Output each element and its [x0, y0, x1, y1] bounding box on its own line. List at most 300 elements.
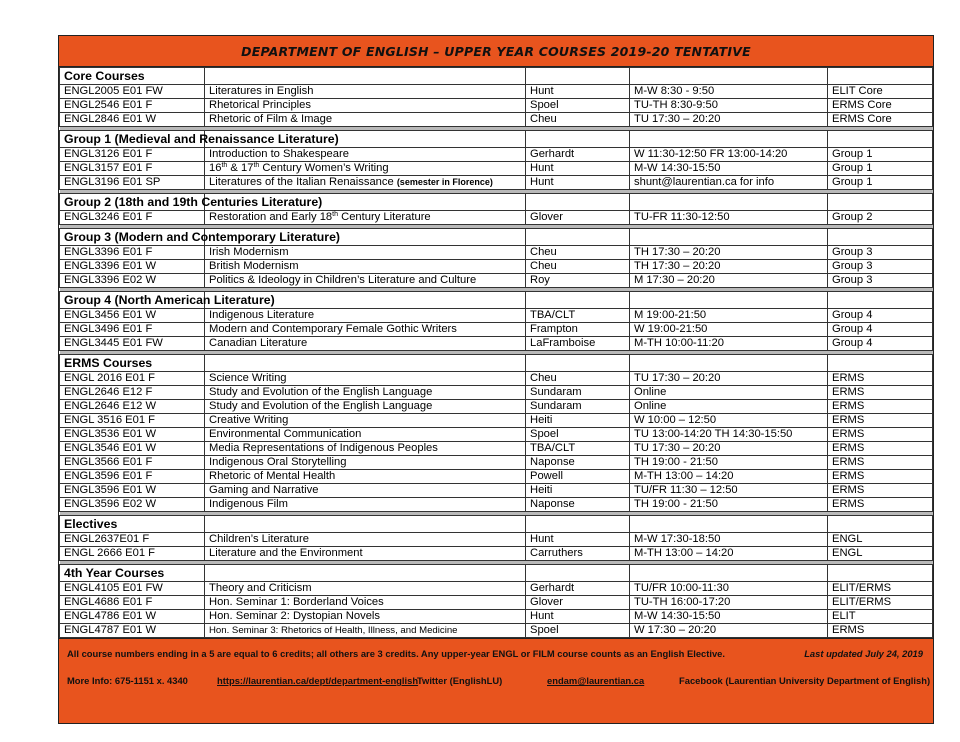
schedule-cell — [630, 498, 828, 512]
course-code: ENGL3496 E01 F — [64, 323, 153, 335]
course-title: Study and Evolution of the English Language — [209, 386, 433, 398]
course-title: Hon. Seminar 2: Dystopian Novels — [209, 610, 380, 622]
course-code-cell — [60, 309, 205, 323]
schedule-cell — [630, 176, 828, 190]
schedule: M-TH 10:00-11:20 — [634, 337, 724, 349]
course-title-cell — [205, 470, 526, 484]
category: ERMS — [832, 428, 865, 440]
empty-cell — [828, 565, 933, 582]
instructor: Spoel — [530, 428, 559, 440]
table-row — [60, 274, 933, 288]
table-row — [60, 533, 933, 547]
table-row — [60, 414, 933, 428]
course-title-cell — [205, 260, 526, 274]
course-code: ENGL4686 E01 F — [64, 596, 153, 608]
instructor: Glover — [530, 211, 563, 223]
category: ERMS Core — [832, 99, 892, 111]
course-title: Literatures in English — [209, 85, 314, 97]
course-code-cell — [60, 428, 205, 442]
table-row — [60, 85, 933, 99]
course-code: ENGL3445 E01 FW — [64, 337, 163, 349]
instructor-cell — [526, 162, 630, 176]
schedule: shunt@laurentian.ca for info — [634, 176, 775, 188]
schedule: TU 17:30 – 20:20 — [634, 113, 721, 125]
schedule: W 17:30 – 20:20 — [634, 624, 717, 636]
schedule-cell — [630, 372, 828, 386]
instructor: Sundaram — [530, 400, 582, 412]
category-cell — [828, 85, 933, 99]
course-title: Literature and the Environment — [209, 547, 363, 559]
category: Group 3 — [832, 260, 873, 272]
schedule: M-TH 13:00 – 14:20 — [634, 547, 734, 559]
course-title: Indigenous Film — [209, 498, 288, 510]
course-title: Irish Modernism — [209, 246, 289, 258]
category-cell — [828, 428, 933, 442]
last-updated: Last updated July 24, 2019 — [804, 648, 923, 659]
instructor-cell — [526, 337, 630, 351]
schedule: TU-TH 8:30-9:50 — [634, 99, 718, 111]
category: ENGL — [832, 547, 863, 559]
course-code: ENGL 2016 E01 F — [64, 372, 156, 384]
course-code-cell — [60, 337, 205, 351]
schedule: M-W 14:30-15:50 — [634, 610, 721, 622]
category-cell — [828, 113, 933, 127]
schedule-cell — [630, 400, 828, 414]
category: ERMS — [832, 442, 865, 454]
section-header — [60, 194, 933, 211]
schedule: TU/FR 11:30 – 12:50 — [634, 484, 738, 496]
section-heading: 4th Year Courses — [60, 565, 205, 582]
course-code: ENGL3396 E02 W — [64, 274, 157, 286]
course-code-cell — [60, 246, 205, 260]
schedule: TU 17:30 – 20:20 — [634, 372, 721, 384]
department-link[interactable]: https://laurentian.ca/dept/department-english — [217, 675, 419, 686]
table-row — [60, 372, 933, 386]
schedule: M-TH 13:00 – 14:20 — [634, 470, 734, 482]
course-title: Children’s Literature — [209, 533, 309, 545]
instructor-cell — [526, 211, 630, 225]
empty-cell — [526, 229, 630, 246]
category: Group 4 — [832, 309, 873, 321]
instructor: Heiti — [530, 484, 553, 496]
course-code: ENGL2646 E12 W — [64, 400, 157, 412]
instructor: Glover — [530, 596, 563, 608]
course-title-cell — [205, 113, 526, 127]
course-title: Modern and Contemporary Female Gothic Writers — [209, 323, 457, 335]
empty-cell — [630, 355, 828, 372]
instructor-cell — [526, 470, 630, 484]
schedule-cell — [630, 596, 828, 610]
category-cell — [828, 372, 933, 386]
course-title-cell — [205, 323, 526, 337]
category: ERMS — [832, 498, 865, 510]
category-cell — [828, 498, 933, 512]
instructor: Cheu — [530, 372, 557, 384]
empty-cell — [630, 516, 828, 533]
section-header — [60, 131, 933, 148]
course-title: Environmental Communication — [209, 428, 362, 440]
instructor: Spoel — [530, 99, 559, 111]
empty-cell — [526, 355, 630, 372]
section-heading: Group 1 (Medieval and Renaissance Literature) — [60, 131, 205, 148]
course-title-cell — [205, 533, 526, 547]
table-row — [60, 162, 933, 176]
course-code-cell — [60, 442, 205, 456]
table-row — [60, 428, 933, 442]
course-code-cell — [60, 456, 205, 470]
instructor-cell — [526, 610, 630, 624]
table-row — [60, 456, 933, 470]
course-title-cell — [205, 414, 526, 428]
instructor-cell — [526, 260, 630, 274]
course-title-cell — [205, 498, 526, 512]
schedule-cell — [630, 211, 828, 225]
schedule-cell — [630, 624, 828, 638]
category: Group 1 — [832, 162, 873, 174]
schedule-cell — [630, 484, 828, 498]
facebook-text: Facebook (Laurentian University Department of English) — [679, 675, 931, 686]
schedule: TH 17:30 – 20:20 — [634, 246, 721, 258]
empty-cell — [828, 516, 933, 533]
footer — [59, 638, 933, 723]
empty-cell — [828, 194, 933, 211]
course-code: ENGL3596 E01 W — [64, 484, 157, 496]
instructor: LaFramboise — [530, 337, 596, 349]
schedule-cell — [630, 148, 828, 162]
course-title-cell — [205, 582, 526, 596]
category-cell — [828, 400, 933, 414]
course-code: ENGL2637E01 F — [64, 533, 150, 545]
credits-note: All course numbers ending in a 5 are equal to 6 credits; all others are 3 credits. Any upper-year ENGL or FILM course counts as an English Elective. — [67, 648, 726, 659]
schedule-cell — [630, 162, 828, 176]
instructor-cell — [526, 176, 630, 190]
schedule: W 19:00-21:50 — [634, 323, 708, 335]
instructor-cell — [526, 498, 630, 512]
course-title-cell — [205, 99, 526, 113]
table-row — [60, 582, 933, 596]
course-title-cell — [205, 610, 526, 624]
empty-cell — [526, 68, 630, 85]
category: Group 1 — [832, 176, 873, 188]
empty-cell — [630, 565, 828, 582]
category-cell — [828, 442, 933, 456]
empty-cell — [205, 355, 526, 372]
category-cell — [828, 386, 933, 400]
section-header — [60, 355, 933, 372]
category: ERMS Core — [832, 113, 892, 125]
schedule: TU-TH 16:00-17:20 — [634, 596, 731, 608]
course-code: ENGL4787 E01 W — [64, 624, 157, 636]
instructor: Hunt — [530, 85, 554, 97]
category-cell — [828, 99, 933, 113]
instructor-cell — [526, 428, 630, 442]
instructor-cell — [526, 148, 630, 162]
category: Group 3 — [832, 274, 873, 286]
course-title: Literatures of the Italian Renaissance — [209, 176, 394, 188]
section-heading: Group 3 (Modern and Contemporary Literature) — [60, 229, 205, 246]
course-title: Rhetoric of Film & Image — [209, 113, 333, 125]
empty-cell — [828, 355, 933, 372]
table-row — [60, 176, 933, 190]
course-code: ENGL3456 E01 W — [64, 309, 157, 321]
schedule-cell — [630, 547, 828, 561]
instructor: Hunt — [530, 533, 554, 545]
schedule: W 10:00 – 12:50 — [634, 414, 717, 426]
category-cell — [828, 456, 933, 470]
category-cell — [828, 323, 933, 337]
instructor: Powell — [530, 470, 563, 482]
empty-cell — [205, 516, 526, 533]
schedule-cell — [630, 337, 828, 351]
schedule-cell — [630, 274, 828, 288]
course-code: ENGL2005 E01 FW — [64, 85, 163, 97]
email-link[interactable]: endam@laurentian.ca — [547, 675, 645, 686]
instructor-cell — [526, 547, 630, 561]
instructor-cell — [526, 246, 630, 260]
schedule: TH 19:00 - 21:50 — [634, 498, 718, 510]
category: ERMS — [832, 470, 865, 482]
instructor: Heiti — [530, 414, 553, 426]
course-code-cell — [60, 610, 205, 624]
instructor: TBA/CLT — [530, 309, 576, 321]
empty-cell — [630, 131, 828, 148]
course-title-cell — [205, 624, 526, 638]
course-code-cell — [60, 400, 205, 414]
section-header — [60, 229, 933, 246]
category-cell — [828, 246, 933, 260]
course-title-cell — [205, 85, 526, 99]
table-row — [60, 309, 933, 323]
table-row — [60, 610, 933, 624]
table-row — [60, 246, 933, 260]
schedule: TH 19:00 - 21:50 — [634, 456, 718, 468]
table-row — [60, 484, 933, 498]
instructor-cell — [526, 323, 630, 337]
table-row — [60, 470, 933, 484]
instructor: Carruthers — [530, 547, 583, 559]
category-cell — [828, 582, 933, 596]
section-header — [60, 516, 933, 533]
empty-cell — [630, 229, 828, 246]
category: ERMS — [832, 386, 865, 398]
schedule-cell — [630, 533, 828, 547]
instructor-cell — [526, 456, 630, 470]
schedule-cell — [630, 442, 828, 456]
empty-cell — [630, 68, 828, 85]
schedule: Online — [634, 386, 667, 398]
table-row — [60, 113, 933, 127]
course-code-cell — [60, 113, 205, 127]
schedule: M-W 14:30-15:50 — [634, 162, 721, 174]
course-code-cell — [60, 386, 205, 400]
category-cell — [828, 337, 933, 351]
schedule-cell — [630, 246, 828, 260]
schedule-cell — [630, 428, 828, 442]
schedule-cell — [630, 260, 828, 274]
course-title: Creative Writing — [209, 414, 289, 426]
table-row — [60, 386, 933, 400]
schedule: TU 13:00-14:20 TH 14:30-15:50 — [634, 428, 793, 440]
schedule: M-W 17:30-18:50 — [634, 533, 721, 545]
empty-cell — [526, 131, 630, 148]
schedule: Online — [634, 400, 667, 412]
course-code-cell — [60, 162, 205, 176]
table-row — [60, 260, 933, 274]
section-heading: ERMS Courses — [60, 355, 205, 372]
instructor-cell — [526, 484, 630, 498]
instructor: TBA/CLT — [530, 442, 576, 454]
course-code: ENGL3566 E01 F — [64, 456, 153, 468]
table-row — [60, 547, 933, 561]
instructor: Cheu — [530, 113, 557, 125]
course-code-cell — [60, 260, 205, 274]
category-cell — [828, 176, 933, 190]
schedule-cell — [630, 386, 828, 400]
table-row — [60, 323, 933, 337]
empty-cell — [526, 194, 630, 211]
section-header — [60, 292, 933, 309]
empty-cell — [205, 68, 526, 85]
empty-cell — [526, 292, 630, 309]
course-title: Gaming and Narrative — [209, 484, 319, 496]
schedule: M 17:30 – 20:20 — [634, 274, 715, 286]
course-title-cell — [205, 442, 526, 456]
category: ERMS — [832, 400, 865, 412]
schedule-cell — [630, 470, 828, 484]
course-title-cell — [205, 484, 526, 498]
section-heading: Group 2 (18th and 19th Centuries Literature) — [60, 194, 205, 211]
course-title: Science Writing — [209, 372, 287, 384]
course-title: Rhetorical Principles — [209, 99, 311, 111]
course-code: ENGL3596 E02 W — [64, 498, 157, 510]
course-title: Theory and Criticism — [209, 582, 312, 594]
instructor: Hunt — [530, 176, 554, 188]
schedule: M-W 8:30 - 9:50 — [634, 85, 715, 97]
instructor-cell — [526, 533, 630, 547]
instructor-cell — [526, 85, 630, 99]
course-code-cell — [60, 85, 205, 99]
schedule-cell — [630, 309, 828, 323]
category: ERMS — [832, 456, 865, 468]
course-title-cell — [205, 596, 526, 610]
schedule-cell — [630, 610, 828, 624]
schedule-cell — [630, 414, 828, 428]
instructor: Sundaram — [530, 386, 582, 398]
empty-cell — [630, 194, 828, 211]
instructor: Naponse — [530, 498, 575, 510]
schedule: W 11:30-12:50 FR 13:00-14:20 — [634, 148, 788, 160]
category-cell — [828, 547, 933, 561]
instructor-cell — [526, 414, 630, 428]
instructor: Naponse — [530, 456, 575, 468]
course-code: ENGL4786 E01 W — [64, 610, 157, 622]
instructor-cell — [526, 99, 630, 113]
table-row — [60, 148, 933, 162]
course-title: Hon. Seminar 3: Rhetorics of Health, Illness, and Medicine — [209, 625, 458, 636]
table-row — [60, 211, 933, 225]
schedule: TU/FR 10:00-11:30 — [634, 582, 729, 594]
course-code-cell — [60, 484, 205, 498]
course-title: Introduction to Shakespeare — [209, 148, 349, 160]
course-code: ENGL3396 E01 F — [64, 246, 153, 258]
course-code-cell — [60, 274, 205, 288]
instructor: Hunt — [530, 610, 554, 622]
category-cell — [828, 484, 933, 498]
instructor: Gerhardt — [530, 582, 575, 594]
course-code-cell — [60, 470, 205, 484]
category: ERMS — [832, 372, 865, 384]
category: ELIT — [832, 610, 856, 622]
course-title: Study and Evolution of the English Language — [209, 400, 433, 412]
course-title-cell — [205, 309, 526, 323]
schedule: TH 17:30 – 20:20 — [634, 260, 721, 272]
course-code: ENGL3196 E01 SP — [64, 176, 161, 188]
course-title: Hon. Seminar 1: Borderland Voices — [209, 596, 384, 608]
course-title-cell — [205, 176, 526, 190]
table-row — [60, 498, 933, 512]
empty-cell — [526, 516, 630, 533]
empty-cell — [526, 565, 630, 582]
empty-cell — [828, 131, 933, 148]
course-code-cell — [60, 596, 205, 610]
category-cell — [828, 211, 933, 225]
course-code-cell — [60, 414, 205, 428]
category-cell — [828, 162, 933, 176]
instructor-cell — [526, 386, 630, 400]
course-schedule-sheet — [58, 35, 934, 724]
category: Group 1 — [832, 148, 873, 160]
category: Group 2 — [832, 211, 873, 223]
course-title-cell — [205, 162, 526, 176]
instructor: Cheu — [530, 260, 557, 272]
instructor: Hunt — [530, 162, 554, 174]
instructor: Gerhardt — [530, 148, 575, 160]
course-code-cell — [60, 372, 205, 386]
schedule-cell — [630, 113, 828, 127]
instructor-cell — [526, 113, 630, 127]
table-row — [60, 596, 933, 610]
course-code: ENGL 2666 E01 F — [64, 547, 156, 559]
course-title-cell — [205, 372, 526, 386]
instructor-cell — [526, 596, 630, 610]
course-code: ENGL4105 E01 FW — [64, 582, 163, 594]
schedule: TU 17:30 – 20:20 — [634, 442, 721, 454]
section-header — [60, 68, 933, 85]
instructor: Cheu — [530, 246, 557, 258]
table-row — [60, 442, 933, 456]
instructor-cell — [526, 442, 630, 456]
course-title-cell — [205, 337, 526, 351]
schedule-cell — [630, 85, 828, 99]
category: ELIT Core — [832, 85, 883, 97]
category-cell — [828, 309, 933, 323]
course-code: ENGL3536 E01 W — [64, 428, 157, 440]
schedule-cell — [630, 99, 828, 113]
course-title-cell — [205, 456, 526, 470]
course-code: ENGL2846 E01 W — [64, 113, 157, 125]
instructor-cell — [526, 582, 630, 596]
instructor-cell — [526, 372, 630, 386]
course-code: ENGL3546 E01 W — [64, 442, 157, 454]
course-code-cell — [60, 498, 205, 512]
course-title: Rhetoric of Mental Health — [209, 470, 336, 482]
course-code: ENGL3396 E01 W — [64, 260, 157, 272]
section-heading: Group 4 (North American Literature) — [60, 292, 205, 309]
instructor-cell — [526, 624, 630, 638]
course-code: ENGL3157 E01 F — [64, 162, 153, 174]
course-code-cell — [60, 99, 205, 113]
empty-cell — [205, 565, 526, 582]
